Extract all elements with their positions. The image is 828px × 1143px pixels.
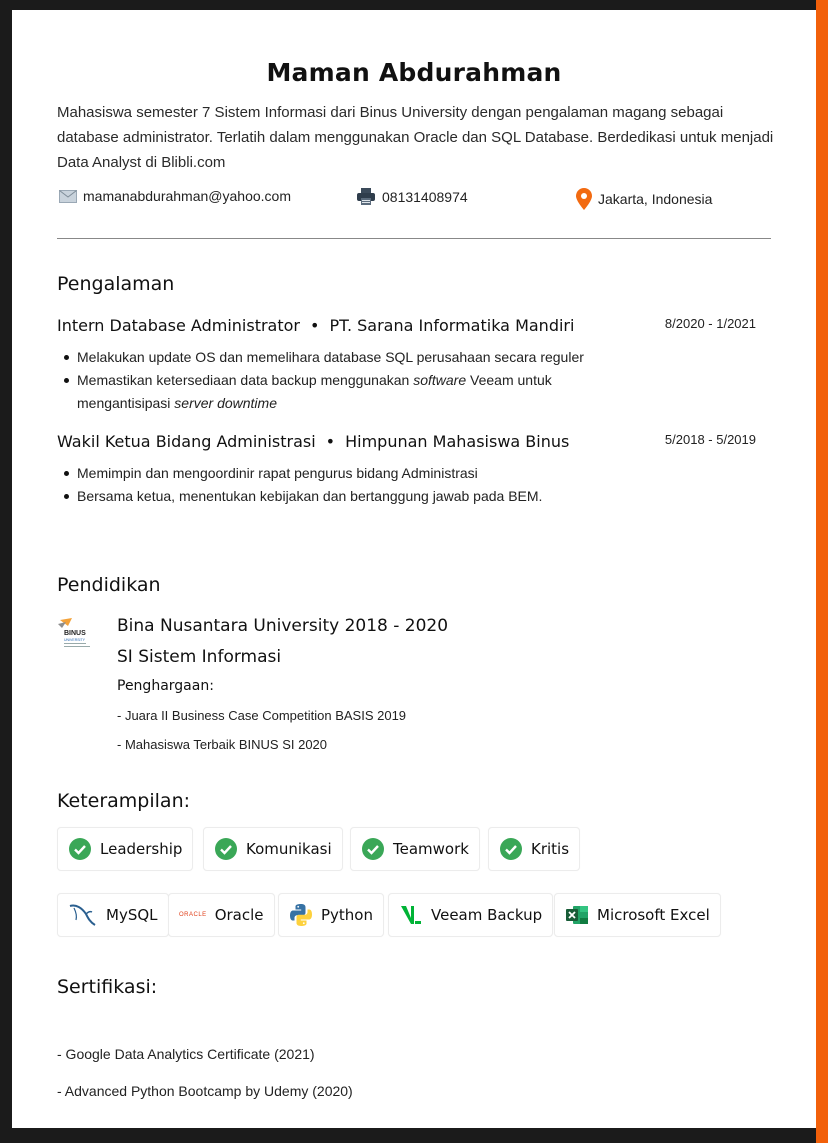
skill-chip-komunikasi: Komunikasi [203, 827, 343, 871]
list-item: Memastikan ketersediaan data backup menggunakan software Veeam untuk mengantisipasi server downtime [77, 369, 637, 415]
check-badge-icon [499, 837, 523, 861]
summary-text: Mahasiswa semester 7 Sistem Informasi dari Binus University dengan pengalaman magang sebagai database administrator. Terlatih dalam menggunakan Oracle dan SQL Database. Berdedikasi untuk menjadi Data Analyst di Blibli.com [57, 104, 774, 171]
award-item-1: - Juara II Business Case Competition BASIS 2019 [117, 708, 407, 723]
certification-item-2: - Advanced Python Bootcamp by Udemy (2020) [57, 1083, 353, 1099]
orange-edge-strip [816, 0, 828, 1143]
resume-page [12, 10, 816, 1128]
job-1-title [57, 316, 574, 335]
skill-chip-leadership: Leadership [57, 827, 193, 871]
check-badge-icon [68, 837, 92, 861]
tool-chip-veeam: Veeam Backup [388, 893, 553, 937]
job-2-bullets [77, 462, 637, 508]
contact-email[interactable] [59, 188, 291, 204]
job-2-date: 5/2018 - 5/2019 [664, 432, 756, 447]
location-text: Jakarta, Indonesia [598, 191, 713, 207]
excel-logo-icon [565, 904, 589, 926]
list-item: Bersama ketua, menentukan kebijakan dan bertanggung jawab pada BEM. [77, 485, 637, 508]
job-2-org: Himpunan Mahasiswa Binus [345, 432, 570, 451]
job-2-title [57, 432, 569, 451]
tool-chip-excel: Microsoft Excel [554, 893, 721, 937]
contact-phone[interactable] [356, 188, 468, 206]
award-item-2: - Mahasiswa Terbaik BINUS SI 2020 [117, 737, 328, 752]
veeam-logo-icon [399, 903, 423, 927]
school-name: Bina Nusantara University 2018 - 2020 [117, 616, 449, 636]
oracle-logo-icon: ORACLE [179, 912, 207, 918]
certifications-heading: Sertifikasi: [57, 976, 158, 998]
job-1-role: Intern Database Administrator [57, 316, 300, 335]
contact-location [576, 188, 712, 210]
svg-text:BINUS: BINUS [64, 630, 86, 637]
binus-logo [56, 616, 96, 656]
job-2-separator: • [325, 432, 336, 451]
phone-text: 08131408974 [382, 189, 468, 205]
degree-name: SI Sistem Informasi [117, 647, 282, 667]
location-pin-icon [576, 188, 592, 210]
certification-item-1: - Google Data Analytics Certificate (2021) [57, 1046, 315, 1062]
tool-chip-oracle: ORACLE Oracle [168, 893, 275, 937]
check-badge-icon [214, 837, 238, 861]
job-2-role: Wakil Ketua Bidang Administrasi [57, 432, 316, 451]
list-item: Melakukan update OS dan memelihara database SQL perusahaan secara reguler [77, 346, 637, 369]
skill-chip-teamwork: Teamwork [350, 827, 480, 871]
list-item: Memimpin dan mengoordinir rapat pengurus bidang Administrasi [77, 462, 637, 485]
printer-icon [356, 188, 376, 206]
job-1-bullets [77, 346, 637, 415]
awards-label: Penghargaan: [117, 678, 214, 694]
check-badge-icon [361, 837, 385, 861]
skills-heading: Keterampilan: [57, 790, 191, 812]
experience-heading: Pengalaman [57, 273, 175, 295]
skill-chip-kritis: Kritis [488, 827, 580, 871]
education-heading: Pendidikan [57, 574, 161, 596]
tool-chip-mysql: MySQL [57, 893, 169, 937]
envelope-icon [59, 190, 77, 203]
python-logo-icon [289, 903, 313, 927]
job-1-date: 8/2020 - 1/2021 [664, 316, 756, 331]
job-1-org: PT. Sarana Informatika Mandiri [329, 316, 575, 335]
header-divider [57, 238, 771, 239]
email-text: mamanabdurahman@yahoo.com [83, 188, 291, 204]
tool-chip-python: Python [278, 893, 384, 937]
mysql-dolphin-icon [68, 902, 98, 928]
job-1-separator: • [310, 316, 320, 335]
svg-text:UNIVERSITY: UNIVERSITY [64, 638, 86, 642]
candidate-name: Maman Abdurahman [266, 58, 562, 87]
